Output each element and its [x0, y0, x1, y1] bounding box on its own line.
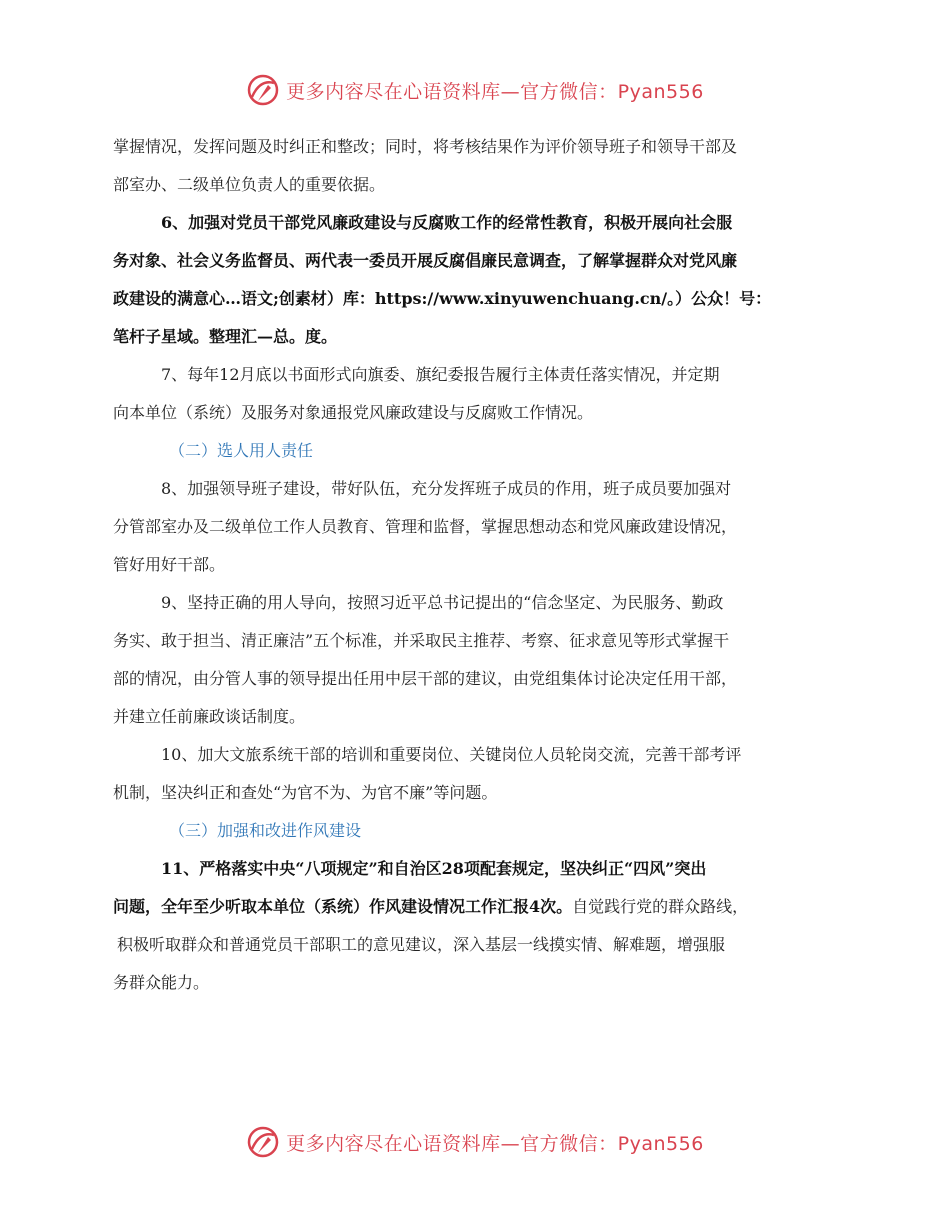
regular-sentence: 自觉践行党的群众路线， [572, 897, 749, 916]
section-heading: （二）选人用人责任 [169, 441, 314, 460]
paragraph-line: 7、每年12月底以书面形式向旗委、旗纪委报告履行主体责任落实情况，并定期 [161, 365, 720, 384]
paragraph-line: 掌握情况，发挥问题及时纠正和整改；同时，将考核结果作为评价领导班子和领导干部及 [113, 137, 738, 156]
paragraph-line: 分管部室办及二级单位工作人员教育、管理和监督，掌握思想动态和党风廉政建设情况， [113, 517, 738, 536]
header-banner-text: 更多内容尽在心语资料库—官方微信：Pyan556 [286, 80, 704, 103]
footer-banner-text: 更多内容尽在心语资料库—官方微信：Pyan556 [286, 1132, 704, 1155]
bold-sentence: 问题，全年至少听取本单位（系统）作风建设情况工作汇报4次。 [113, 897, 573, 916]
paragraph-line: 政建设的满意心…语文;创素材）库：https://www.xinyuwenchuang.cn/。）公众！号： [113, 289, 772, 308]
paragraph-line: 向本单位（系统）及服务对象通报党风廉政建设与反腐败工作情况。 [113, 403, 594, 422]
paragraph-line: 笔杆子星域。整理汇—总。度。 [113, 327, 338, 346]
footer-banner [0, 1122, 950, 1162]
header-banner [0, 70, 950, 110]
paragraph-line: 部室办、二级单位负责人的重要依据。 [113, 175, 386, 194]
paragraph-line: 机制，坚决纠正和查处“为官不为、为官不廉”等问题。 [113, 783, 498, 802]
paragraph-line: 11、严格落实中央“八项规定”和自治区28项配套规定，坚决纠正“四风”突出 [161, 859, 707, 878]
paragraph-line: 务群众能力。 [113, 973, 210, 992]
section-heading: （三）加强和改进作风建设 [169, 821, 362, 840]
paragraph-line: 6、加强对党员干部党风廉政建设与反腐败工作的经常性教育，积极开展向社会服 [161, 213, 733, 232]
paragraph-line: 部的情况，由分管人事的领导提出任用中层干部的建议，由党组集体讨论决定任用干部， [113, 669, 738, 688]
paragraph-line: 8、加强领导班子建设，带好队伍，充分发挥班子成员的作用，班子成员要加强对 [161, 479, 732, 498]
paragraph-line: 务对象、社会义务监督员、两代表一委员开展反腐倡廉民意调查，了解掌握群众对党风廉 [113, 251, 738, 270]
paragraph-line: 10、加大文旅系统干部的培训和重要岗位、关键岗位人员轮岗交流，完善干部考评 [161, 745, 742, 764]
paragraph-line: 务实、敢于担当、清正廉洁”五个标准，并采取民主推荐、考察、征求意见等形式掌握干 [113, 631, 730, 650]
paragraph-line: 积极听取群众和普通党员干部职工的意见建议，深入基层一线摸实情、解难题，增强服 [117, 935, 726, 954]
paragraph-line: 管好用好干部。 [113, 555, 226, 574]
paragraph-line: 9、坚持正确的用人导向，按照习近平总书记提出的“信念坚定、为民服务、勤政 [161, 593, 724, 612]
brand-logo-icon [246, 73, 280, 107]
document-body [113, 128, 839, 1002]
paragraph-line [113, 888, 839, 926]
brand-logo-icon [246, 1125, 280, 1159]
paragraph-line: 并建立任前廉政谈话制度。 [113, 707, 306, 726]
